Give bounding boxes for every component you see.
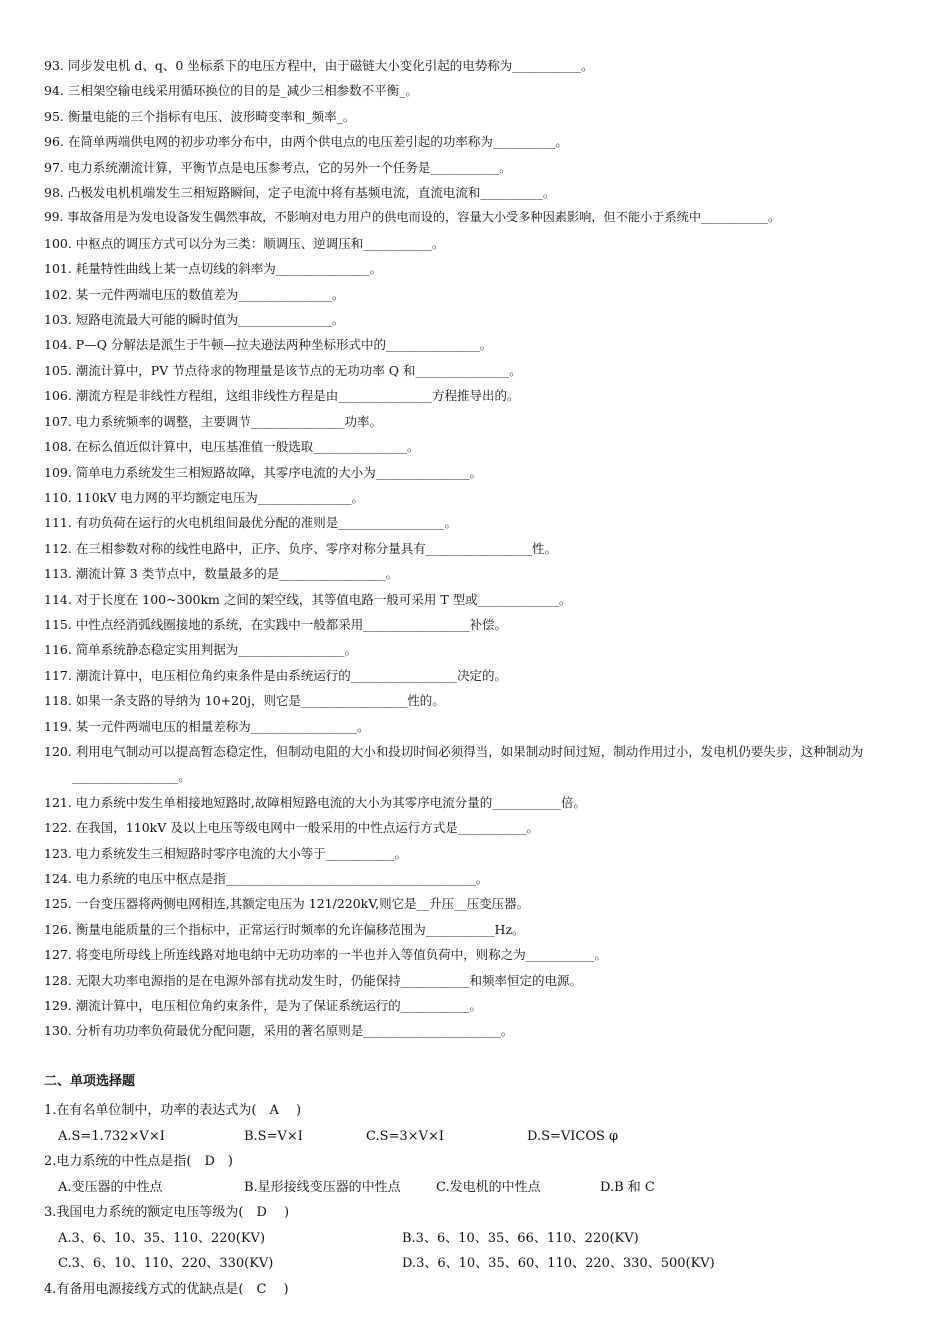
option-a: A.S=1.732×V×I [58,1128,165,1144]
question-114: 114. 对于长度在 100~300km 之间的架空线，其等值电路一般可采用 T 型或_____________。 [44,591,572,607]
question-107: 107. 电力系统频率的调整，主要调节_______________功率。 [44,413,383,429]
question-118: 118. 如果一条支路的导纳为 10+20j，则它是_________________性的。 [44,693,445,709]
question-99: 99. 事故备用是为发电设备发生偶然事故，不影响对电力用户的供电而设的，容量大小受多种因素影响，但不能小于系统中___________。 [44,210,781,225]
question-121: 121. 电力系统中发生单相接地短路时,故障相短路电流的大小为其零序电流分量的___________倍。 [44,794,587,810]
question-93: 93. 同步发电机 d、q、0 坐标系下的电压方程中，由于磁链大小变化引起的电势称为___________。 [44,58,594,73]
question-112: 112. 在三相参数对称的线性电路中，正序、负序、零序对称分量具有_________________性。 [44,540,558,556]
choice-question-1: 1.在有名单位制中，功率的表达式为( A ) [44,1103,302,1118]
choice-question-2: 2.电力系统的中性点是指( D ) [44,1154,233,1169]
option-d: D.S=VICOS φ [527,1128,619,1144]
question-128: 128. 无限大功率电源指的是在电源外部有扰动发生时，仍能保持___________和频率恒定的电源。 [44,972,583,988]
option-d: D.3、6、10、35、60、110、220、330、500(KV) [402,1256,715,1271]
option-b: B.S=V×I [244,1128,303,1144]
question-110: 110. 110kV 电力网的平均额定电压为_______________。 [44,489,364,505]
question-130: 130. 分析有功功率负荷最优分配问题，采用的著名原则是______________________。 [44,1023,514,1039]
option-b: B.3、6、10、35、66、110、220(KV) [402,1230,639,1246]
question-115: 115. 中性点经消弧线圈接地的系统，在实践中一般都采用_________________补偿。 [44,616,508,632]
option-a: A.变压器的中性点 [58,1179,163,1195]
question-94: 94. 三相架空输电线采用循环换位的目的是_减少三相参数不平衡_。 [44,83,418,99]
option-c: C.3、6、10、110、220、330(KV) [58,1256,274,1271]
question-100: 100. 中枢点的调压方式可以分为三类：顺调压、逆调压和___________。 [44,235,445,251]
option-a: A.3、6、10、35、110、220(KV) [58,1230,266,1246]
question-98: 98. 凸极发电机机端发生三相短路瞬间，定子电流中将有基频电流，直流电流和__________。 [44,185,556,201]
choice-section [44,1070,914,1302]
fill-in-question-list [44,53,914,1044]
choice-options-1 [44,1124,914,1150]
question-126: 126. 衡量电能质量的三个指标中，正常运行时频率的允许偏移范围为___________Hz。 [44,921,525,937]
question-96: 96. 在简单两端供电网的初步功率分布中，由两个供电点的电压差引起的功率称为__________。 [44,134,568,150]
question-108: 108. 在标么值近似计算中，电压基准值一般选取_______________。 [44,439,420,455]
question-127: 127. 将变电所母线上所连线路对地电纳中无功功率的一半也并入等值负荷中，则称之为___________。 [44,947,608,963]
question-119: 119. 某一元件两端电压的相量差称为_________________。 [44,718,370,734]
section-title: 二、单项选择题 [44,1074,136,1089]
question-111: 111. 有功负荷在运行的火电机组间最优分配的准则是_________________。 [44,515,458,531]
question-120: 120. 利用电气制动可以提高暂态稳定性，但制动电阻的大小和投切时间必须得当，如果制动时间过短，制动作用过小，发电机仍要失步，这种制动为_________________。 [44,743,864,785]
question-95: 95. 衡量电能的三个指标有电压、波形畸变率和_频率_。 [44,108,356,124]
question-123: 123. 电力系统发生三相短路时零序电流的大小等于___________。 [44,845,408,861]
question-122: 122. 在我国，110kV 及以上电压等级电网中一般采用的中性点运行方式是___________。 [44,820,539,836]
question-106: 106. 潮流方程是非线性方程组，这组非线性方程是由_______________方程推导出的。 [44,388,520,404]
question-129: 129. 潮流计算中，电压相位角约束条件，是为了保证系统运行的___________。 [44,998,483,1014]
question-117: 117. 潮流计算中，电压相位角约束条件是由系统运行的_________________决定的。 [44,667,508,683]
question-101: 101. 耗量特性曲线上某一点切线的斜率为_______________。 [44,261,383,277]
choice-options-2 [44,1175,914,1201]
question-125: 125. 一台变压器将两侧电网相连,其额定电压为 121/220kV,则它是__升压__压变压器。 [44,896,530,912]
question-113: 113. 潮流计算 3 类节点中，数量最多的是_________________。 [44,566,398,582]
question-102: 102. 某一元件两端电压的数值差为_______________。 [44,286,345,302]
option-c: C.S=3×V×I [366,1128,444,1144]
choice-question-3: 3.我国电力系统的额定电压等级为( D ) [44,1205,290,1220]
choice-question-4: 4.有备用电源接线方式的优缺点是( C ) [44,1281,289,1297]
question-97: 97. 电力系统潮流计算，平衡节点是电压参考点，它的另外一个任务是___________。 [44,159,512,175]
option-b: B.星形接线变压器的中性点 [244,1179,401,1195]
option-d: D.B 和 C [600,1179,655,1195]
option-c: C.发电机的中性点 [436,1179,541,1195]
question-116: 116. 简单系统静态稳定实用判据为_________________。 [44,642,358,658]
question-104: 104. P—Q 分解法是派生于牛顿—拉夫逊法两种坐标形式中的_______________。 [44,337,493,353]
question-109: 109. 简单电力系统发生三相短路故障，其零序电流的大小为_______________。 [44,464,483,480]
choice-options-3a [44,1226,914,1252]
question-124: 124. 电力系统的电压中枢点是指________________________________________。 [44,871,489,886]
question-103: 103. 短路电流最大可能的瞬时值为_______________。 [44,312,345,328]
question-105: 105. 潮流计算中，PV 节点待求的物理量是该节点的无功功率 Q 和_______________。 [44,362,522,378]
choice-options-3b [44,1251,914,1277]
